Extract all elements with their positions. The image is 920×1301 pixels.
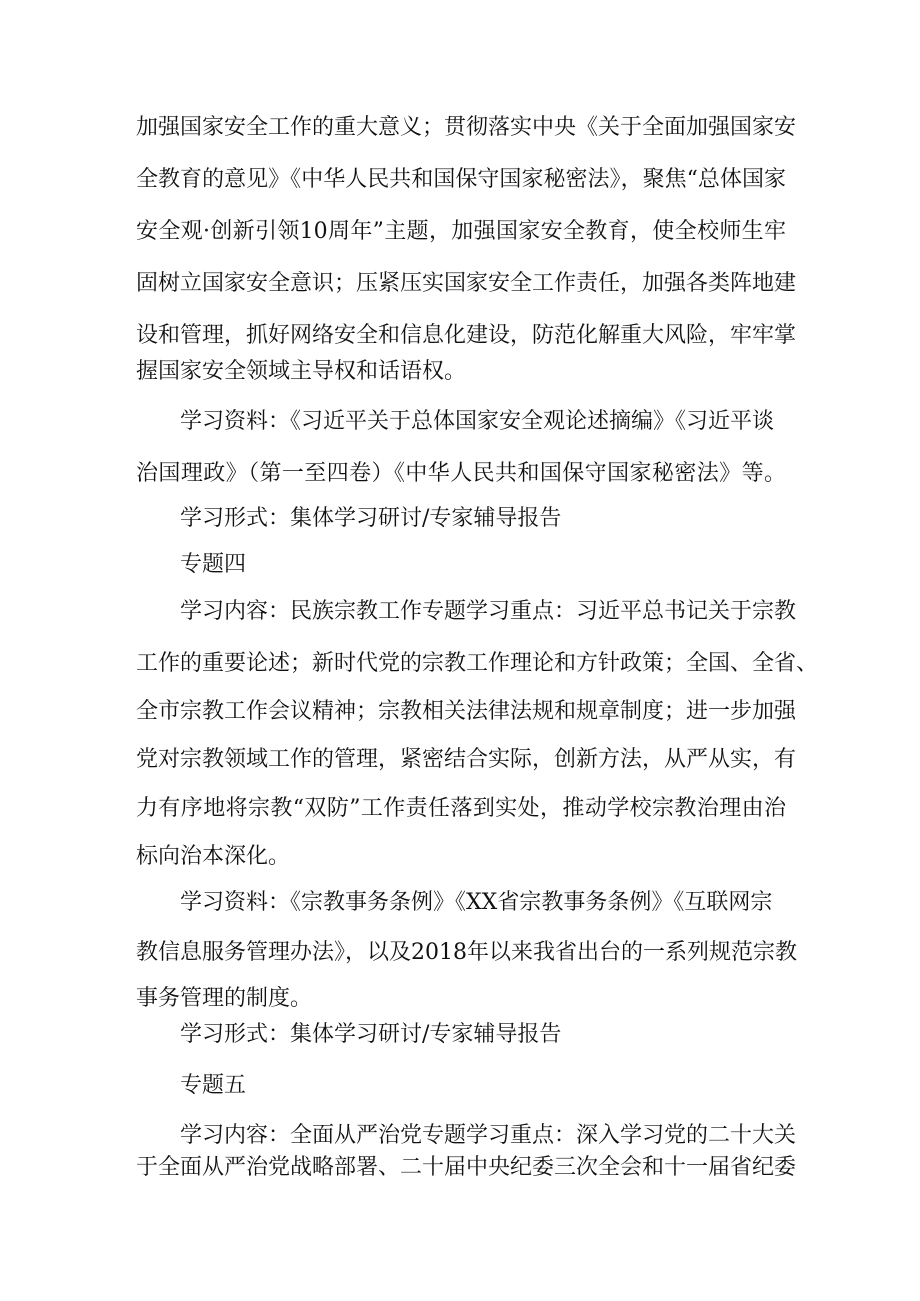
body-line: 全教育的意见》《中华人民共和国保守国家秘密法》，聚焦“总体国家 — [136, 167, 786, 192]
body-line: 治国理政》（第一至四卷）《中华人民共和国保守国家秘密法》等。 — [136, 461, 786, 486]
body-line: 党对宗教领域工作的管理，紧密结合实际，创新方法，从严从实，有 — [136, 747, 797, 772]
body-line: 学习形式：集体学习研讨/专家辅导报告 — [180, 506, 562, 531]
body-line: 设和管理，抓好网络安全和信息化建设，防范化解重大风险，牢牢掌 — [136, 323, 797, 348]
body-line: 握国家安全领域主导权和话语权。 — [136, 359, 467, 384]
body-line: 学习形式：集体学习研讨/专家辅导报告 — [180, 1022, 562, 1047]
body-line: 学习资料：《宗教事务条例》《XX省宗教事务条例》《互联网宗 — [180, 890, 773, 915]
body-line: 事务管理的制度。 — [136, 986, 313, 1011]
body-line: 工作的重要论述；新时代党的宗教工作理论和方针政策；全国、全省、 — [136, 651, 819, 676]
body-line: 力有序地将宗教“双防”工作责任落到实处，推动学校宗教治理由治 — [136, 796, 786, 821]
body-line: 学习内容：全面从严治党专题学习重点：深入学习党的二十大关 — [180, 1123, 797, 1148]
body-line: 于全面从严治党战略部署、二十届中央纪委三次全会和十一届省纪委 — [136, 1155, 797, 1180]
body-line: 标向治本深化。 — [136, 844, 291, 869]
body-line: 教信息服务管理办法》，以及2018年以来我省出台的一系列规范宗教 — [136, 940, 797, 965]
body-line: 安全观·创新引领10周年”主题，加强国家安全教育，使全校师生牢 — [136, 219, 786, 244]
body-line: 固树立国家安全意识；压紧压实国家安全工作责任，加强各类阵地建 — [136, 271, 797, 296]
body-line: 全市宗教工作会议精神；宗教相关法律法规和规章制度；进一步加强 — [136, 699, 797, 724]
body-line: 学习内容：民族宗教工作专题学习重点：习近平总书记关于宗教 — [180, 599, 797, 624]
section-heading: 专题五 — [180, 1073, 247, 1098]
section-heading: 专题四 — [180, 552, 247, 577]
body-line: 加强国家安全工作的重大意义；贯彻落实中央《关于全面加强国家安 — [136, 115, 797, 140]
body-line: 学习资料：《习近平关于总体国家安全观论述摘编》《习近平谈 — [180, 409, 775, 434]
